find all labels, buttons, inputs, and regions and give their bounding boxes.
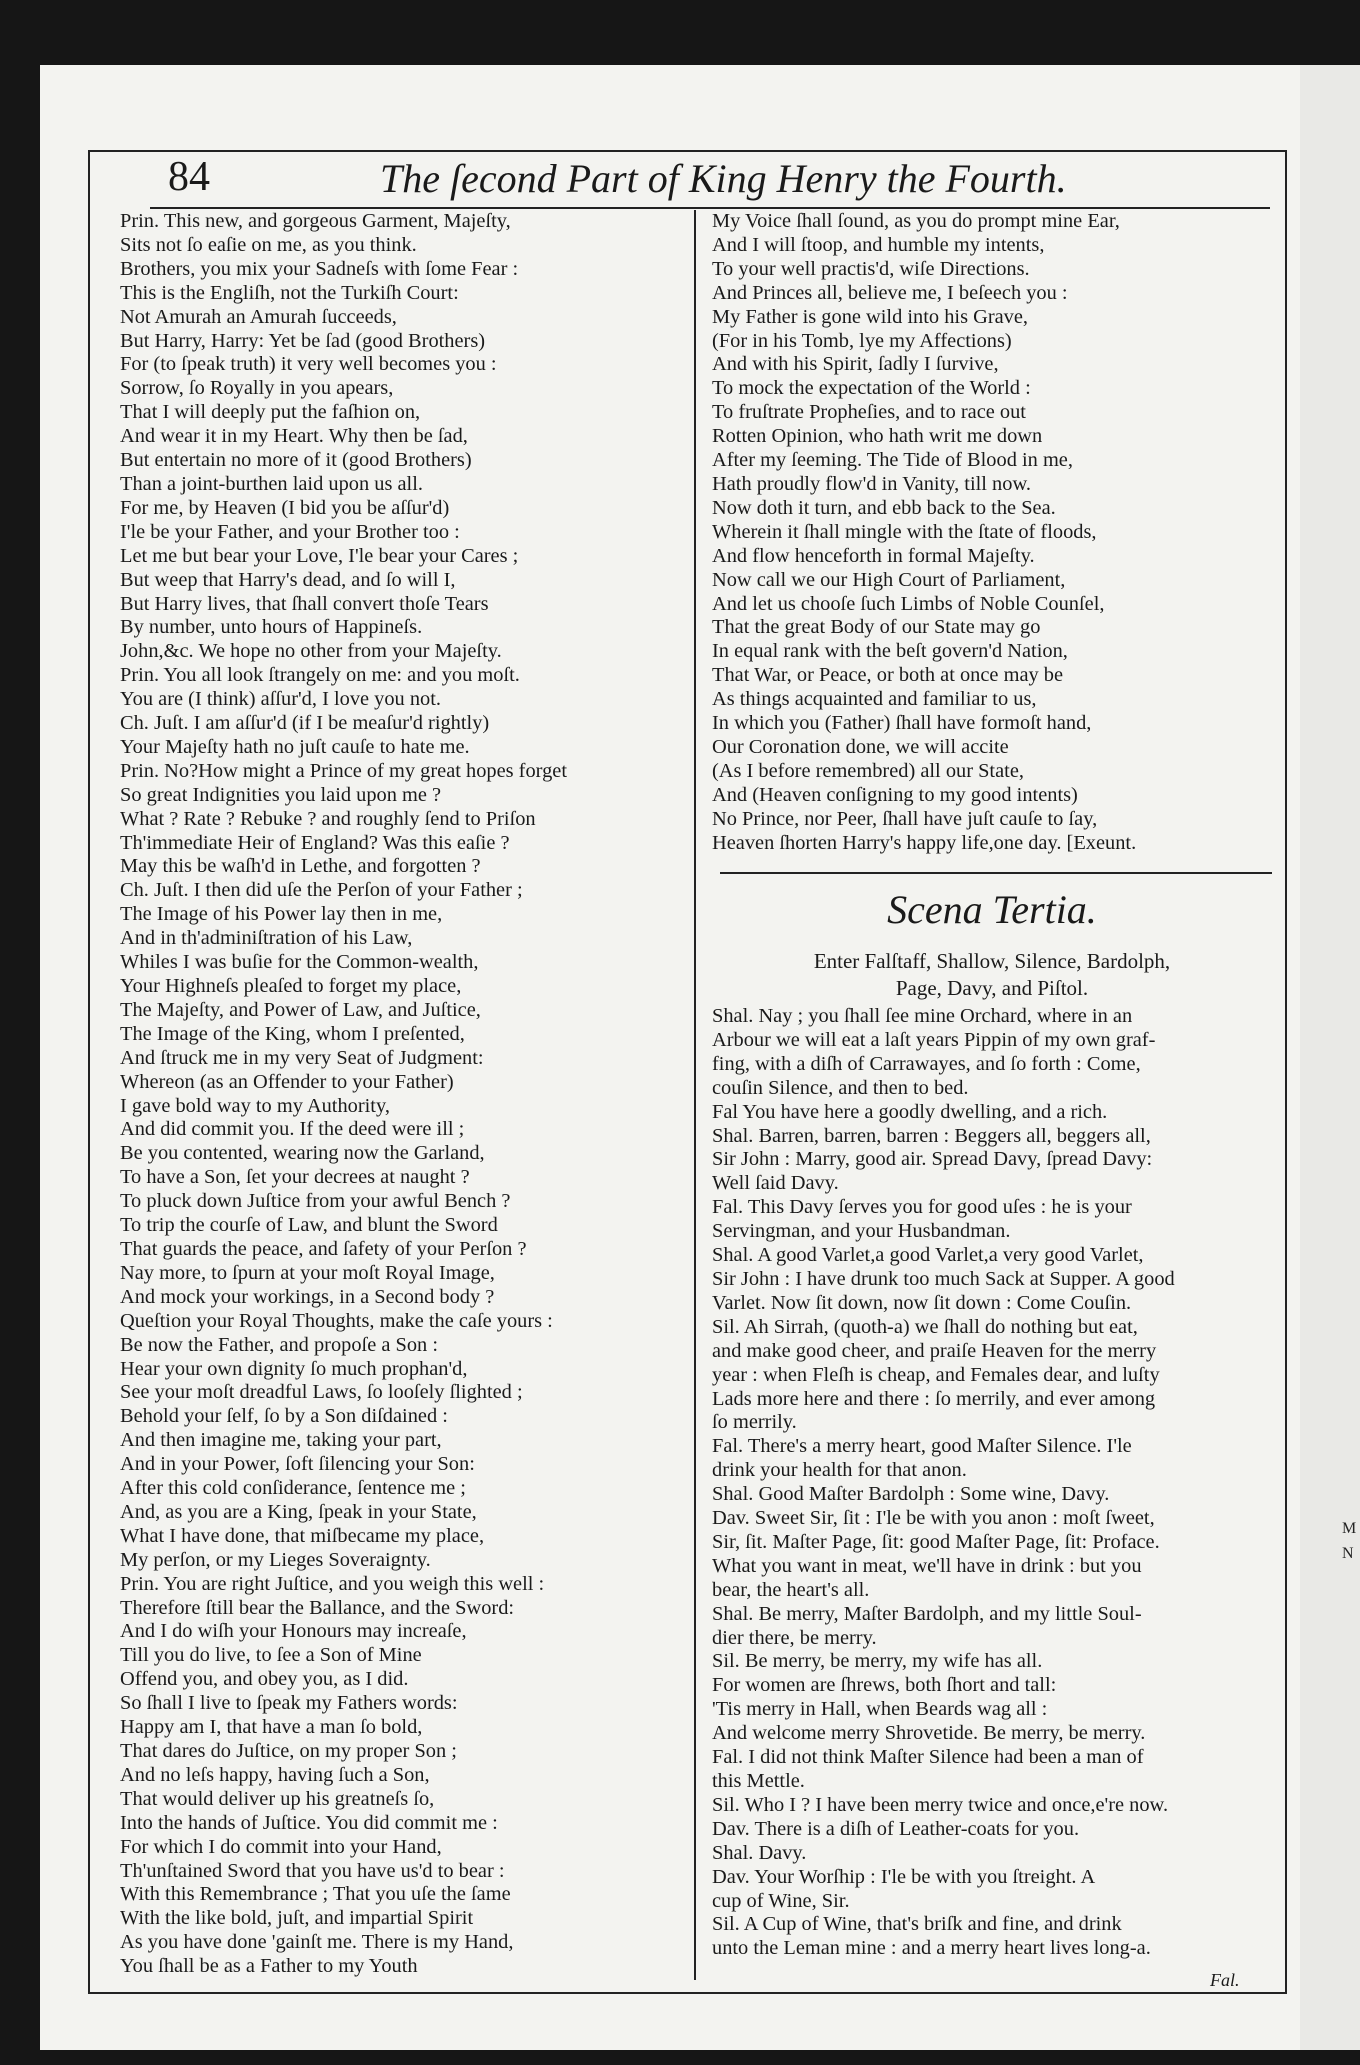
text-line: And in your Power, ſoft ſilencing your Son: (120, 1453, 475, 1476)
text-line: But entertain no more of it (good Brothers) (120, 449, 472, 472)
text-line: To have a Son, ſet your decrees at naught ? (120, 1166, 470, 1189)
text-line: Fal. I did not think Maſter Silence had been a man of (712, 1746, 1144, 1769)
text-line: Be you contented, wearing now the Garland, (120, 1142, 485, 1165)
text-line: Sil. Be merry, be merry, my wife has all. (712, 1650, 1043, 1673)
text-line: My Father is gone wild into his Grave, (712, 305, 1029, 328)
facing-page-edge (1300, 65, 1360, 2050)
text-line: That dares do Juſtice, on my proper Son ; (120, 1740, 457, 1762)
text-line: Prin. This new, and gorgeous Garment, Majeſty, (120, 210, 511, 232)
text-line: Sir John : I have drunk too much Sack at Supper. A good (712, 1267, 1175, 1290)
text-line: To fruſtrate Propheſies, and to race out (712, 401, 1026, 424)
text-line: Sil. Ah Sirrah, (quoth-a) we ſhall do nothing but eat, (712, 1315, 1138, 1338)
left-column (120, 210, 680, 1979)
text-line: What you want in meat, we'll have in drink : but you (712, 1554, 1142, 1577)
scene-rule (720, 872, 1272, 874)
text-line: Sir, ſit. Maſter Page, ſit: good Maſter Page, ſit: Proface. (712, 1530, 1160, 1553)
text-line: Shal. Be merry, Maſter Bardolph, and my little Soul- (712, 1602, 1142, 1625)
text-line: cup of Wine, Sir. (712, 1889, 850, 1912)
text-line: That guards the peace, and ſafety of your Perſon ? (120, 1237, 527, 1260)
text-line: To pluck down Juſtice from your awful Bench ? (120, 1190, 511, 1213)
text-line: Sil. Who I ? I have been merry twice and once,e're now. (712, 1793, 1169, 1816)
text-line: 'Tis merry in Hall, when Beards wag all : (712, 1698, 1048, 1721)
text-line: Arbour we will eat a laſt years Pippin of my own graf- (712, 1028, 1156, 1051)
text-line: I gave bold way to my Authority, (120, 1094, 390, 1117)
text-line: Varlet. Now ſit down, now ſit down : Come Couſin. (712, 1291, 1132, 1314)
text-line: Sits not ſo eaſie on me, as you think. (120, 233, 417, 256)
text-line: Shal. Nay ; you ſhall ſee mine Orchard, where in an (712, 1005, 1133, 1027)
text-line: Shal. Davy. (712, 1841, 807, 1864)
text-line: For which I do commit into your Hand, (120, 1835, 442, 1858)
text-line: But Harry, Harry: Yet be ſad (good Brothers) (120, 329, 486, 352)
text-line: fing, with a diſh of Carrawayes, and ſo forth : Come, (712, 1052, 1141, 1075)
catchword: Fal. (1210, 1970, 1240, 1990)
text-line: Prin. You all look ſtrangely on me: and you moſt. (120, 664, 520, 687)
text-line: ſo merrily. (712, 1411, 797, 1434)
stage-direction: Enter Falſtaff, Shallow, Silence, Bardolph, (813, 949, 1171, 973)
text-line: I'le be your Father, and your Brother too : (120, 520, 460, 543)
text-line: Shal. Barren, barren, barren : Beggers all, beggers all, (712, 1124, 1151, 1147)
text-line: And did commit you. If the deed were ill ; (120, 1118, 465, 1141)
text-line: With the like bold, juſt, and impartial Spirit (120, 1907, 474, 1930)
facing-page-letter: M (1342, 1520, 1357, 1537)
text-line: Whereon (as an Offender to your Father) (120, 1070, 454, 1093)
text-line: Hath proudly flow'd in Vanity, till now. (712, 472, 1031, 495)
text-line: Behold your ſelf, ſo by a Son diſdained : (120, 1405, 448, 1428)
text-line: In which you (Father) ſhall have formoſt hand, (712, 712, 1092, 735)
text-line: For (to ſpeak truth) it very well becomes you : (120, 353, 497, 376)
text-line: Wherein it ſhall mingle with the ſtate of floods, (712, 520, 1097, 543)
text-line: Dav. Your Worſhip : I'le be with you ſtreight. A (712, 1865, 1096, 1888)
facing-page-letter: N (1342, 1545, 1354, 1562)
text-line: and make good cheer, and praiſe Heaven for the merry (712, 1339, 1157, 1362)
text-line: Till you do live, to ſee a Son of Mine (120, 1644, 422, 1667)
text-line: Not Amurah an Amurah ſucceeds, (120, 305, 397, 328)
text-line: Sir John : Marry, good air. Spread Davy, ſpread Davy: (712, 1148, 1153, 1171)
text-line: And ſtruck me in my very Seat of Judgment: (120, 1046, 484, 1069)
text-line: Well ſaid Davy. (712, 1172, 839, 1195)
text-line: By number, unto hours of Happineſs. (120, 616, 423, 639)
text-line: After this cold conſiderance, ſentence me ; (120, 1477, 466, 1500)
text-line: That would deliver up his greatneſs ſo, (120, 1787, 435, 1810)
text-line: And welcome merry Shrovetide. Be merry, be merry. (712, 1722, 1146, 1745)
text-line: For me, by Heaven (I bid you be aſſur'd) (120, 496, 450, 519)
text-line: Fal. There's a merry heart, good Maſter Silence. I'le (712, 1435, 1132, 1458)
text-line: Brothers, you mix your Sadneſs with ſome Fear : (120, 257, 519, 280)
text-line: Your Highneſs pleaſed to forget my place, (120, 975, 462, 997)
text-line: The Majeſty, and Power of Law, and Juſtice, (120, 998, 481, 1021)
text-line: Servingman, and your Husbandman. (712, 1220, 1011, 1243)
running-title: The ſecond Part of King Henry the Fourth. (380, 156, 1067, 201)
column-divider (694, 210, 696, 1980)
text-line: After my ſeeming. The Tide of Blood in me, (712, 449, 1073, 472)
text-line: unto the Leman mine : and a merry heart lives long-a. (712, 1937, 1151, 1960)
text-line: Prin. You are right Juſtice, and you weigh this well : (120, 1572, 545, 1595)
text-line: (As I before remembred) all our State, (712, 759, 1024, 782)
text-line: Whiles I was buſie for the Common-wealth, (120, 951, 479, 974)
text-line: dier there, be merry. (712, 1626, 877, 1649)
text-line: As things acquainted and familiar to us, (712, 688, 1037, 711)
text-line: The Image of the King, whom I preſented, (120, 1022, 465, 1045)
text-line: This is the Engliſh, not the Turkiſh Court: (120, 281, 459, 304)
text-line: So ſhall I live to ſpeak my Fathers words: (120, 1692, 458, 1715)
text-line: Ch. Juſt. I am aſſur'd (if I be meaſur'd rightly) (120, 712, 490, 735)
text-line: bear, the heart's all. (712, 1578, 870, 1601)
text-line: No Prince, nor Peer, ſhall have juſt cauſe to ſay, (712, 807, 1098, 830)
text-line: To trip the courſe of Law, and blunt the Sword (120, 1214, 498, 1237)
text-line: Rotten Opinion, who hath writ me down (712, 425, 1043, 448)
text-line: And with his Spirit, ſadly I ſurvive, (712, 353, 999, 376)
text-line: That I will deeply put the faſhion on, (120, 401, 421, 424)
text-line: And let us chooſe ſuch Limbs of Noble Counſel, (712, 592, 1105, 615)
text-line: Into the hands of Juſtice. You did commit me : (120, 1811, 498, 1834)
text-line: And wear it in my Heart. Why then be ſad, (120, 425, 468, 448)
text-line: Th'immediate Heir of England? Was this eaſie ? (120, 831, 510, 854)
text-line: Let me but bear your Love, I'le bear your Cares ; (120, 544, 519, 567)
text-line: That War, or Peace, or both at once may be (712, 664, 1064, 687)
text-line: this Mettle. (712, 1770, 805, 1792)
text-line: And no leſs happy, having ſuch a Son, (120, 1763, 430, 1786)
text-line: But weep that Harry's dead, and ſo will I, (120, 568, 456, 591)
text-line: And flow henceforth in formal Majeſty. (712, 544, 1035, 567)
text-line: Fal. This Davy ſerves you for good uſes : he is your (712, 1196, 1132, 1219)
text-line: Sorrow, ſo Royally in you apears, (120, 377, 394, 400)
text-line: With this Remembrance ; That you uſe the ſame (120, 1883, 511, 1906)
text-line: May this be waſh'd in Lethe, and forgotten ? (120, 855, 481, 878)
text-line: What I have done, that miſbecame my place, (120, 1524, 485, 1547)
text-line: couſin Silence, and then to bed. (712, 1076, 969, 1099)
text-line: And in th'adminiſtration of his Law, (120, 927, 413, 950)
text-line: My Voice ſhall ſound, as you do prompt mine Ear, (712, 210, 1120, 232)
text-line: In equal rank with the beſt govern'd Nation, (712, 640, 1068, 663)
text-line: Nay more, to ſpurn at your moſt Royal Image, (120, 1261, 495, 1284)
text-line: Our Coronation done, we will accite (712, 735, 1009, 758)
text-line: Your Majeſty hath no juſt cauſe to hate me. (120, 735, 470, 758)
text-line: For women are ſhrews, both ſhort and tall: (712, 1674, 1057, 1697)
text-line: Dav. Sweet Sir, ſit : I'le be with you anon : moſt ſweet, (712, 1507, 1155, 1530)
text-line: Lads more here and there : ſo merrily, and ever among (712, 1387, 1156, 1410)
stage-direction: Page, Davy, and Piſtol. (895, 976, 1089, 1000)
text-line: Now doth it turn, and ebb back to the Sea. (712, 496, 1056, 519)
text-line: Shal. Good Maſter Bardolph : Some wine, Davy. (712, 1483, 1110, 1506)
text-line: That the great Body of our State may go (712, 616, 1041, 639)
text-line: Offend you, and obey you, as I did. (120, 1668, 409, 1691)
text-line: Ch. Juſt. I then did uſe the Perſon of your Father ; (120, 879, 523, 902)
text-line: So great Indignities you laid upon me ? (120, 783, 442, 806)
text-line: Hear your own dignity ſo much prophan'd, (120, 1357, 468, 1380)
text-line: My perſon, or my Lieges Soveraignty. (120, 1548, 431, 1571)
text-line: The Image of his Power lay then in me, (120, 903, 443, 926)
text-line: drink your health for that anon. (712, 1459, 967, 1482)
header-rule (150, 207, 1270, 209)
text-line: And I will ſtoop, and humble my intents, (712, 233, 1045, 256)
text-line: (For in his Tomb, lye my Affections) (712, 329, 1012, 352)
text-line: Sil. A Cup of Wine, that's briſk and fine, and drink (712, 1913, 1122, 1936)
text-line: And then imagine me, taking your part, (120, 1429, 442, 1452)
text-line: You are (I think) aſſur'd, I love you not. (120, 688, 442, 711)
text-line: Shal. A good Varlet,a good Varlet,a very good Varlet, (712, 1244, 1144, 1267)
text-line: Fal You have here a goodly dwelling, and a rich. (712, 1100, 1108, 1123)
text-line: And I do wiſh your Honours may increaſe, (120, 1620, 467, 1643)
text-line: Dav. There is a diſh of Leather-coats for you. (712, 1817, 1080, 1840)
text-line: Therefore ſtill bear the Ballance, and the Sword: (120, 1596, 515, 1619)
text-line: See your moſt dreadful Laws, ſo looſely ſlighted ; (120, 1381, 523, 1404)
text-line: As you have done 'gainſt me. There is my Hand, (120, 1931, 514, 1954)
text-line: And, as you are a King, ſpeak in your State, (120, 1500, 477, 1523)
text-line: And mock your workings, in a Second body ? (120, 1285, 495, 1308)
text-line: Happy am I, that have a man ſo bold, (120, 1716, 423, 1739)
text-line: And (Heaven conſigning to my good intents) (712, 783, 1078, 806)
text-line: Than a joint-burthen laid upon us all. (120, 472, 423, 495)
text-line: What ? Rate ? Rebuke ? and roughly ſend to Priſon (120, 807, 536, 830)
text-line: But Harry lives, that ſhall convert thoſe Tears (120, 592, 489, 615)
text-line: Queſtion your Royal Thoughts, make the caſe yours : (120, 1309, 553, 1332)
text-line: Prin. No?How might a Prince of my great hopes forget (120, 759, 567, 782)
text-line: Heaven ſhorten Harry's happy life,one day. [Exeunt. (712, 831, 1137, 854)
text-line: Be now the Father, and propoſe a Son : (120, 1333, 439, 1356)
scene-heading: Scena Tertia. (887, 887, 1097, 932)
text-line: John,&c. We hope no other from your Majeſty. (120, 640, 502, 663)
text-line: Th'unſtained Sword that you have us'd to bear : (120, 1859, 505, 1882)
text-line: Now call we our High Court of Parliament, (712, 568, 1066, 591)
page-number: 84 (168, 154, 210, 200)
text-line: You ſhall be as a Father to my Youth (120, 1955, 418, 1978)
text-line: year : when Fleſh is cheap, and Females dear, and luſty (712, 1363, 1160, 1386)
right-column-bottom (712, 1005, 1272, 1961)
text-line: And Princes all, believe me, I beſeech you : (712, 281, 1068, 304)
text-line: To your well practis'd, wiſe Directions. (712, 257, 1030, 280)
text-line: To mock the expectation of the World : (712, 377, 1031, 400)
right-column-top (712, 210, 1272, 855)
